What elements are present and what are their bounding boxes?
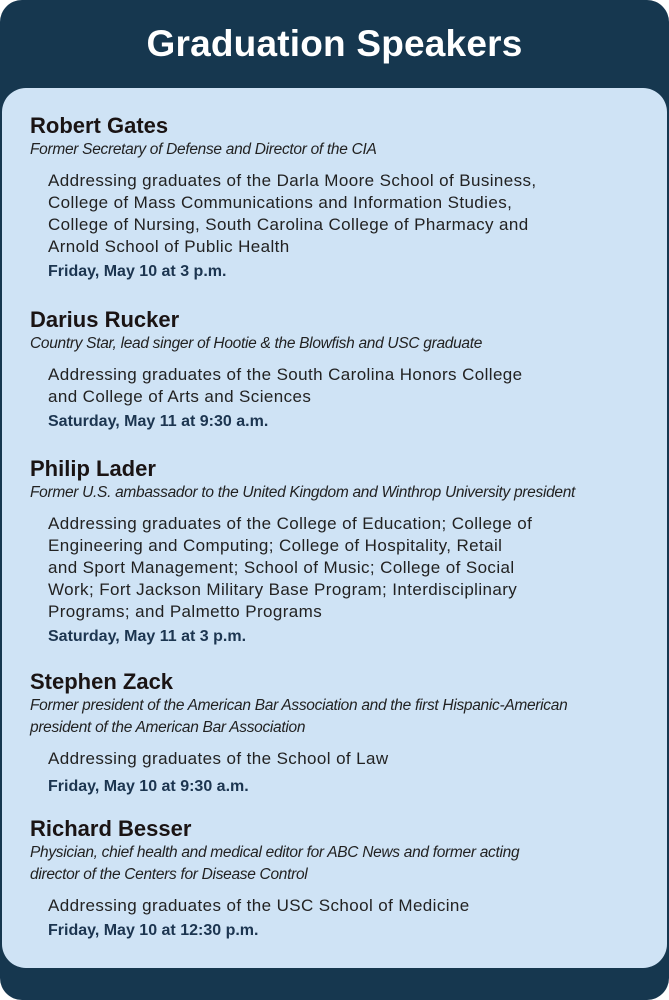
speaker-role: Former Secretary of Defense and Director of the CIA <box>30 141 377 158</box>
speaker-entry <box>30 816 650 942</box>
speaker-role: Former president of the American Bar Association and the first Hispanic-American president of the American Bar Association <box>30 697 568 736</box>
speaker-date: Saturday, May 11 at 3 p.m. <box>48 628 247 645</box>
speaker-date: Saturday, May 11 at 9:30 a.m. <box>48 413 269 430</box>
speaker-entry <box>30 456 650 648</box>
speaker-role: Country Star, lead singer of Hootie & the Blowfish and USC graduate <box>30 335 483 352</box>
speaker-date: Friday, May 10 at 3 p.m. <box>48 263 227 280</box>
speaker-description: Addressing graduates of the Darla Moore School of Business, College of Mass Communications and Information Studies, College of Nursing, South Carolina College of Pharmacy and Arnold School of Public Health <box>48 171 537 256</box>
speaker-entry <box>30 113 650 283</box>
speaker-description: Addressing graduates of the USC School of Medicine <box>48 896 470 915</box>
speaker-description: Addressing graduates of the South Carolina Honors College and College of Arts and Sciences <box>48 365 523 406</box>
speaker-name: Robert Gates <box>30 113 169 138</box>
speaker-entry <box>30 669 650 798</box>
speaker-description: Addressing graduates of the College of Education; College of Engineering and Computing; College of Hospitality, Retail and Sport Management; School of Music; College of Social Work; Fort Jackson Military Base Program; Interdisciplinary Programs; and Palmetto Programs <box>48 514 533 621</box>
speaker-name: Richard Besser <box>30 816 192 841</box>
speaker-name: Darius Rucker <box>30 307 180 332</box>
speaker-role: Former U.S. ambassador to the United Kingdom and Winthrop University president <box>30 484 576 501</box>
page-title: Graduation Speakers <box>146 23 523 64</box>
speaker-name: Stephen Zack <box>30 669 174 694</box>
speaker-date: Friday, May 10 at 12:30 p.m. <box>48 922 259 939</box>
speaker-name: Philip Lader <box>30 456 156 481</box>
speaker-date: Friday, May 10 at 9:30 a.m. <box>48 778 249 795</box>
speaker-role: Physician, chief health and medical editor for ABC News and former acting director of the Centers for Disease Control <box>30 844 520 883</box>
speaker-description: Addressing graduates of the School of Law <box>48 749 389 768</box>
speaker-entry <box>30 307 650 433</box>
